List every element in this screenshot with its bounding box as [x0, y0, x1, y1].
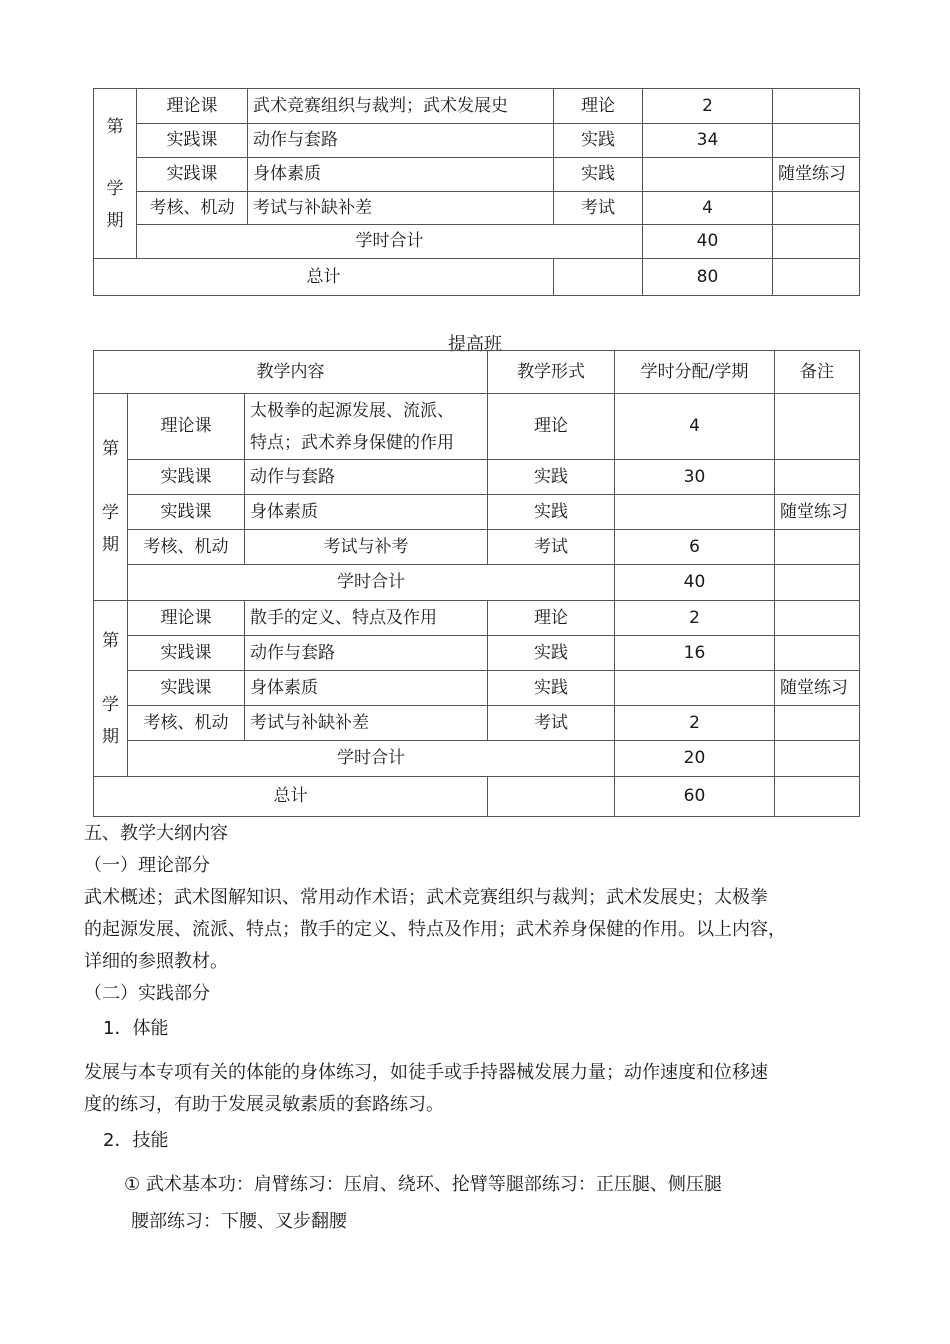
- total-label: 总计: [94, 777, 488, 817]
- paragraph-line: 腰部练习：下腰、叉步翻腰: [131, 1211, 347, 1232]
- course-hours-cell: 2: [615, 706, 775, 741]
- semester-label: [94, 394, 128, 601]
- header-note: 备注: [775, 351, 860, 394]
- course-content-cell: 动作与套路: [245, 460, 488, 495]
- semester-label: [94, 89, 137, 259]
- course-note-cell: [773, 192, 860, 225]
- course-note-cell: [773, 124, 860, 158]
- course-content-cell: 武术竞赛组织与裁判；武术发展史: [248, 89, 554, 124]
- subtotal-label: 学时合计: [137, 225, 643, 259]
- course-form-cell: 理论: [488, 394, 615, 460]
- total-hours: 60: [615, 777, 775, 817]
- course-hours-cell: [615, 495, 775, 530]
- course-hours-cell: 4: [615, 394, 775, 460]
- empty-cell: [775, 777, 860, 817]
- semester-char: 期: [106, 210, 124, 231]
- course-hours-cell: 34: [643, 124, 773, 158]
- course-type-cell: 实践课: [128, 495, 245, 530]
- course-type-cell: 实践课: [137, 158, 248, 192]
- list-item-heading: 1．体能: [103, 1018, 169, 1039]
- course-hours-cell: [615, 671, 775, 706]
- course-type-cell: 实践课: [128, 460, 245, 495]
- empty-cell: [488, 777, 615, 817]
- header-content: 教学内容: [94, 351, 488, 394]
- course-type-cell: 实践课: [128, 636, 245, 671]
- empty-cell: [773, 259, 860, 296]
- course-type-cell: 理论课: [128, 394, 245, 460]
- course-form-cell: 实践: [488, 671, 615, 706]
- header-hours: 学时分配/学期: [615, 351, 775, 394]
- total-label: 总计: [94, 259, 554, 296]
- empty-cell: [775, 565, 860, 601]
- course-note-cell: 随堂练习: [775, 671, 860, 706]
- subtotal-hours: 40: [615, 565, 775, 601]
- course-hours-cell: 4: [643, 192, 773, 225]
- paragraph-line: 武术概述；武术图解知识、常用动作术语；武术竞赛组织与裁判；武术发展史；太极拳: [84, 887, 768, 908]
- header-form: 教学形式: [488, 351, 615, 394]
- paragraph-line: 度的练习，有助于发展灵敏素质的套路练习。: [84, 1094, 444, 1115]
- course-note-cell: [775, 601, 860, 636]
- course-hours-cell: [643, 158, 773, 192]
- subsection-heading: （一）理论部分: [84, 855, 210, 876]
- course-note-cell: [775, 460, 860, 495]
- course-note-cell: [775, 706, 860, 741]
- list-item-heading: 2．技能: [103, 1130, 169, 1151]
- course-hours-cell: 30: [615, 460, 775, 495]
- semester-char: 第: [102, 630, 119, 651]
- semester-char: 第: [106, 116, 124, 137]
- course-form-cell: 考试: [554, 192, 643, 225]
- empty-cell: [554, 259, 643, 296]
- course-note-cell: [775, 394, 860, 460]
- course-content-cell: 动作与套路: [245, 636, 488, 671]
- course-content-cell: 身体素质: [245, 671, 488, 706]
- course-content-cell: 散手的定义、特点及作用: [245, 601, 488, 636]
- content-line: 太极拳的起源发展、流派、: [250, 400, 454, 421]
- course-hours-cell: 16: [615, 636, 775, 671]
- semester-hours-table-advanced: [93, 350, 860, 817]
- course-content-cell: 身体素质: [248, 158, 554, 192]
- course-type-cell: 实践课: [137, 124, 248, 158]
- course-content-cell: [245, 394, 488, 460]
- course-content-cell: 考试与补缺补差: [248, 192, 554, 225]
- course-content-cell: 动作与套路: [248, 124, 554, 158]
- semester-char: 期: [102, 535, 119, 555]
- subtotal-hours: 20: [615, 741, 775, 777]
- course-form-cell: 考试: [488, 530, 615, 565]
- empty-cell: [773, 225, 860, 259]
- semester-label: [94, 601, 128, 777]
- course-form-cell: 理论: [488, 601, 615, 636]
- course-type-cell: 理论课: [137, 89, 248, 124]
- subtotal-label: 学时合计: [128, 565, 615, 601]
- semester-char: 学: [102, 694, 119, 715]
- course-type-cell: 实践课: [128, 671, 245, 706]
- course-note-cell: 随堂练习: [775, 495, 860, 530]
- course-form-cell: 理论: [554, 89, 643, 124]
- paragraph-line: 发展与本专项有关的体能的身体练习，如徒手或手持器械发展力量；动作速度和位移速: [84, 1062, 768, 1083]
- paragraph-line: 详细的参照教材。: [84, 951, 228, 972]
- course-note-cell: [775, 636, 860, 671]
- semester-char: 第: [102, 439, 119, 459]
- subsection-heading: （二）实践部分: [84, 983, 210, 1004]
- course-hours-cell: 6: [615, 530, 775, 565]
- subtotal-label: 学时合计: [128, 741, 615, 777]
- content-line: 特点；武术养身保健的作用: [250, 432, 454, 453]
- course-note-cell: 随堂练习: [773, 158, 860, 192]
- semester-hours-table-basic: [93, 88, 860, 296]
- course-content-cell: 身体素质: [245, 495, 488, 530]
- course-form-cell: 实践: [488, 495, 615, 530]
- course-form-cell: 实践: [554, 158, 643, 192]
- course-type-cell: 考核、机动: [137, 192, 248, 225]
- semester-char: 学: [102, 503, 119, 523]
- course-content-cell: 考试与补考: [245, 530, 488, 565]
- course-form-cell: 考试: [488, 706, 615, 741]
- course-type-cell: 理论课: [128, 601, 245, 636]
- course-hours-cell: 2: [643, 89, 773, 124]
- paragraph-line: ① 武术基本功：肩臂练习：压肩、绕环、抡臂等腿部练习：正压腿、侧压腿: [124, 1174, 722, 1195]
- semester-char: 期: [102, 726, 119, 747]
- course-type-cell: 考核、机动: [128, 706, 245, 741]
- course-content-cell: 考试与补缺补差: [245, 706, 488, 741]
- course-form-cell: 实践: [554, 124, 643, 158]
- subtotal-hours: 40: [643, 225, 773, 259]
- semester-char: 学: [106, 178, 124, 199]
- paragraph-line: 的起源发展、流派、特点；散手的定义、特点及作用；武术养身保健的作用。以上内容，: [84, 919, 786, 940]
- course-hours-cell: 2: [615, 601, 775, 636]
- table-caption: 提高班: [448, 334, 502, 355]
- course-type-cell: 考核、机动: [128, 530, 245, 565]
- total-hours: 80: [643, 259, 773, 296]
- course-note-cell: [775, 530, 860, 565]
- section-heading: 五、教学大纲内容: [84, 823, 228, 844]
- course-note-cell: [773, 89, 860, 124]
- empty-cell: [775, 741, 860, 777]
- course-form-cell: 实践: [488, 636, 615, 671]
- course-form-cell: 实践: [488, 460, 615, 495]
